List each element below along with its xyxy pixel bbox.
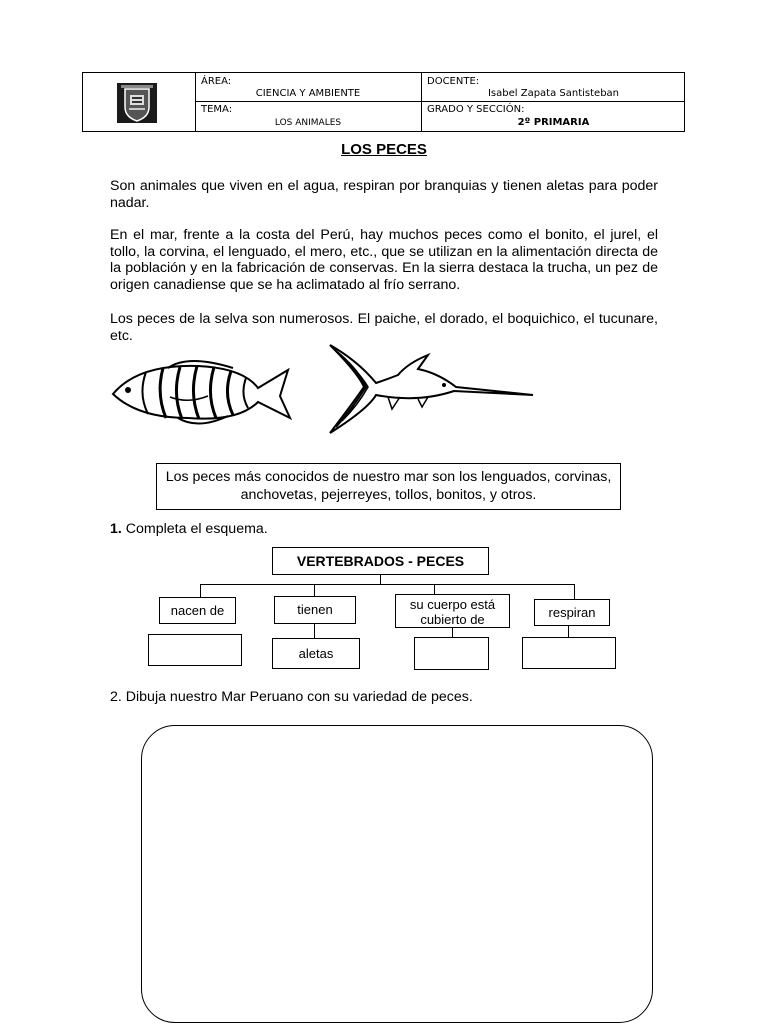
paragraph-3: Los peces de la selva son numerosos. El paiche, el dorado, el boquichico, el tucunare, etc. xyxy=(110,311,658,344)
answer-box-nacen-de[interactable] xyxy=(148,634,242,666)
branch-respiran: respiran xyxy=(534,599,610,626)
school-crest-icon xyxy=(115,81,159,125)
answer-box-respiran[interactable] xyxy=(522,637,616,669)
paragraph-2: En el mar, frente a la costa del Perú, hay muchos peces como el bonito, el jurel, el tollo, la corvina, el lenguado, el mero, etc., que se utilizan en la alimentación directa de la población y en la fabricación de conservas. En la sierra destaca la trucha, un pez de origen canadiense que se ha aclimatado al frío serrano. xyxy=(110,227,658,293)
docente-value: Isabel Zapata Santisteban xyxy=(487,88,620,99)
page-title: LOS PECES xyxy=(341,141,427,158)
branch-nacen-de: nacen de xyxy=(159,597,236,624)
paragraph-1: Son animales que viven en el agua, respiran por branquias y tienen aletas para poder nadar. xyxy=(110,178,658,211)
branch-cuerpo-cubierto: su cuerpo está cubierto de xyxy=(395,594,510,628)
branch-tienen: tienen xyxy=(274,596,356,624)
swordfish-icon xyxy=(328,343,538,435)
question-2: 2. Dibuja nuestro Mar Peruano con su variedad de peces. xyxy=(110,689,473,705)
tema-value: LOS ANIMALES xyxy=(274,118,342,128)
info-box: Los peces más conocidos de nuestro mar son los lenguados, corvinas, anchovetas, pejerreyes, tollos, bonitos, y otros. xyxy=(156,463,621,510)
area-label: ÁREA: xyxy=(201,76,232,87)
grado-label: GRADO Y SECCIÓN: xyxy=(427,104,525,115)
area-value: CIENCIA Y AMBIENTE xyxy=(255,88,361,99)
tema-label: TEMA: xyxy=(201,104,233,115)
docente-label: DOCENTE: xyxy=(427,76,480,87)
answer-box-cuerpo[interactable] xyxy=(414,637,489,670)
question-1: 1. Completa el esquema. xyxy=(110,521,268,537)
answer-box-tienen: aletas xyxy=(272,638,360,669)
striped-fish-icon xyxy=(108,352,293,432)
drawing-area[interactable] xyxy=(141,725,653,1023)
grado-value: 2º PRIMARIA xyxy=(517,117,590,128)
header-table xyxy=(82,72,685,132)
diagram-root: VERTEBRADOS - PECES xyxy=(272,547,489,575)
